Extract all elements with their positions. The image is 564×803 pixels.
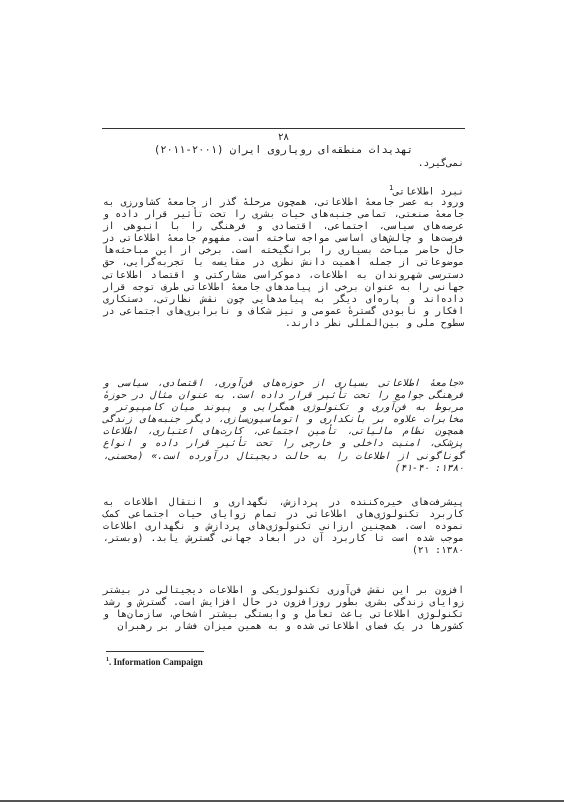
block-quote: «جامعهٔ اطلاعاتی بسیاری از حوزه‌های فن‌آوری، اقتصادی، سیاسی و فرهنگی جوامع را تحت تأثیر قرار داده است. به عنوان مثال در حوزهٔ مربوط به فن‌آوری و تکنولوژی همگرایی و پیوند میان کامپیوتر و مخابرات علاوه بر بانکداری و اتوماسیون‌سازی، دیگر جنبه‌های زندگی همچون نظام مالیاتی، تأمین اجتماعی، کارت‌های اعتباری، اطلاعات پزشکی، امنیت داخلی و خارجی را تحت تأثیر قرار داده و انواع گوناگونی از اطلاعات را به حالت دیجیتال درآورده است.» (محسنی، ۱۳۸۰: ۴۰-۴۱) (103, 378, 464, 474)
opening-line-block (103, 158, 464, 170)
page-bottom-border (0, 800, 564, 802)
footnote (106, 657, 203, 667)
paragraph-3-block (103, 585, 464, 633)
header-rule (102, 128, 465, 129)
footnote-text: . Information Campaign (109, 657, 203, 667)
section-heading (103, 182, 464, 198)
paragraph-3: افزون بر این نقش فن‌آوری تکنولوژیکی و اطلاعات دیجیتالی در بیشتر زوایای زندگی بشری بطور روزافزون در حال افزایش است. گسترش و رشد تکنولوژی اطلاعاتی باعث تعامل و وابستگی بیشتر اشخاص، سازمان‌ها و کشورها در یک فضای اطلاعاتی شده و به همین میزان فشار بر رهبران (103, 585, 464, 633)
heading-footnote-mark: 1 (389, 184, 394, 192)
page-number: ۲۸ (278, 132, 289, 143)
footnote-rule (106, 651, 204, 652)
paragraph-1: ورود به عصر جامعهٔ اطلاعاتی، همچون مرحلهٔ گذر از جامعهٔ کشاورزی به جامعهٔ صنعتی، تمامی جنبه‌های حیات بشری را تحت تأثیر قرار داده و عرصه‌های سیاسی، اجتماعی، اقتصادی و فرهنگی را با انبوهی از فرصت‌ها و چالش‌های اساسی مواجه ساخته است. مفهوم جامعهٔ اطلاعاتی در حال حاضر مباحث بسیاری را برانگیخته است. برخی از این مباحثه‌ها موضوعاتی از جمله اهمیت دانش نظری در مقایسه با تجربه‌گرایی، حق دسترسی شهروندان به اطلاعات، دموکراسی مشارکتی و اقتصاد اطلاعاتی جهانی را به عنوان برخی از پیامدهای جامعهٔ اطلاعاتی طرف توجه قرار داده‌اند و پاره‌ای دیگر به پیامدهایی چون نقش نظارتی، دستکاری افکار و نابودی گسترهٔ عمومی و نیز شکاف و نابرابری‌های اجتماعی در سطوح ملی و بین‌المللی نظر دارند. (103, 197, 464, 329)
section-heading-block (103, 182, 464, 198)
footnote-marker: 1 (106, 657, 109, 663)
section-heading-text: نبرد اطلاعاتی (393, 186, 464, 198)
opening-line: نمی‌گیرد. (417, 158, 464, 169)
paragraph-2-block (103, 497, 464, 557)
running-title: تهدیدات منطقه‌ای رویاروی ایران (۲۰۰۱-۲۰۱۱) (153, 144, 414, 156)
quote-block (103, 378, 464, 475)
paragraph-1-block (103, 197, 464, 330)
paragraph-2: پیشرفت‌های خیره‌کننده در پردازش، نگهداری و انتقال اطلاعات به کاربرد تکنولوژی‌های اطلاعاتی در تمام زوایای حیات اجتماعی کمک نموده است. همچنین ارزانی تکنولوژی‌های پردازش و نگهداری اطلاعات موجب شده است تا کاربرد آن در ابعاد جهانی گسترش یابد. (وبستر، ۱۳۸۰: ۲۱) (103, 497, 464, 557)
